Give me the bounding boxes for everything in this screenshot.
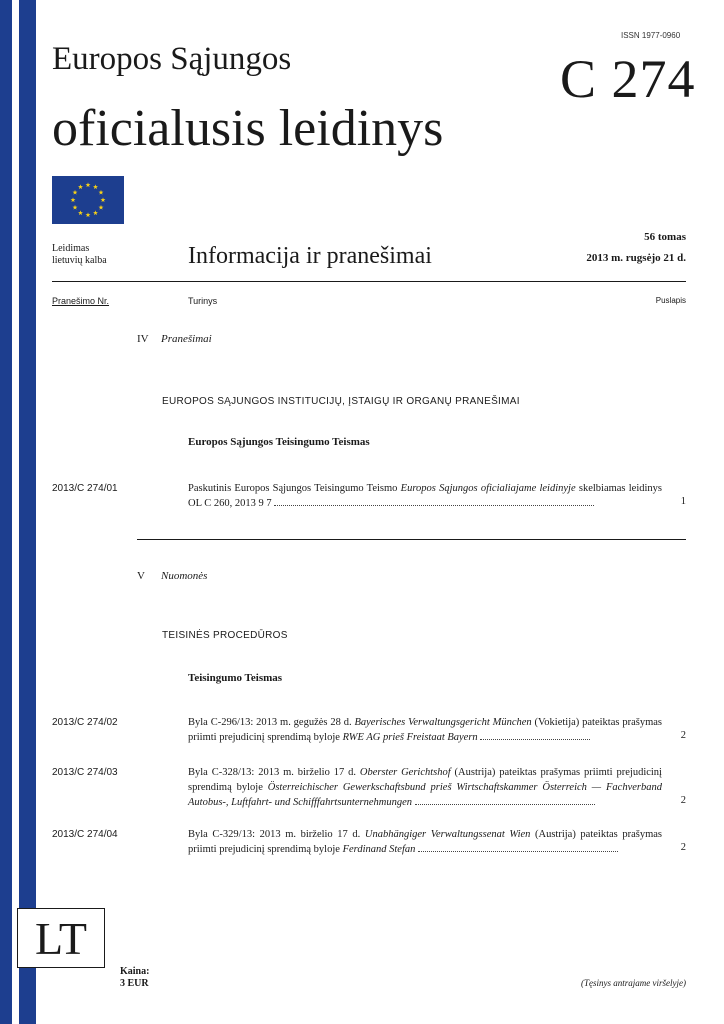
part-name: Nuomonės <box>161 570 208 582</box>
institutions-heading: EUROPOS SĄJUNGOS INSTITUCIJŲ, ĮSTAIGŲ IR ORGANŲ PRANEŠIMAI <box>162 396 520 407</box>
entry-text-italic: Unabhängiger Verwaltungssenat Wien <box>364 829 531 840</box>
edition-line1: Leidimas <box>52 243 90 254</box>
entry-text-part: Byla C-296/13: 2013 m. gegužės 28 d. <box>188 717 355 728</box>
header-divider <box>52 281 686 282</box>
procedures-heading: TEISINĖS PROCEDŪROS <box>162 630 288 641</box>
entry-description <box>188 481 662 511</box>
entry-text-part: Byla C-328/13: 2013 m. birželio 17 d. <box>188 767 360 778</box>
entry-text-part: skelbiamas leidinys OL C 260, 2013 9 7 <box>188 483 662 509</box>
court-heading: Europos Sąjungos Teisingumo Teismas <box>188 436 370 448</box>
left-blue-band-outer <box>0 0 12 1024</box>
court-heading: Teisingumo Teismas <box>188 672 283 684</box>
entry-text-italic: Bayerisches Verwaltungsgericht München <box>354 717 532 728</box>
journal-title-line1: Europos Sąjungos <box>52 41 292 77</box>
part-number: V <box>137 570 145 582</box>
language-code-box: LT <box>17 908 105 968</box>
part-name: Pranešimai <box>161 333 212 345</box>
continued-note: (Tęsinys antrajame viršelyje) <box>581 978 686 988</box>
entry-number: 2013/C 274/02 <box>52 717 118 728</box>
part-iv-heading <box>137 333 212 345</box>
entry-text-italic: RWE AG prieš Freistaat Bayern <box>342 732 478 743</box>
price-label: Kaina: <box>120 966 150 977</box>
part-number: IV <box>137 333 149 345</box>
entry-description <box>188 827 662 857</box>
entry-number: 2013/C 274/03 <box>52 767 118 778</box>
column-notice-number: Pranešimo Nr. <box>52 296 110 306</box>
entry-page-number: 2 <box>680 842 686 853</box>
entry-text-italic: Österreichischer Gewerkschaftsbund prieš Wirtschaftskammer Österreich — Fachverband Autobus-, Luftfahrt- und Schifffahrtsunternehmungen <box>188 782 662 808</box>
left-blue-band-inner <box>19 0 36 1024</box>
entry-page-number: 1 <box>680 496 686 507</box>
volume: 56 tomas <box>644 231 686 243</box>
price-value: 3 EUR <box>120 978 149 989</box>
dot-leader <box>480 730 590 740</box>
section-title: Informacija ir pranešimai <box>188 243 432 269</box>
dot-leader <box>415 795 595 805</box>
issn: ISSN 1977-0960 <box>621 31 681 40</box>
entry-text-part: (Austrija) pateiktas prašymas priimti prejudicinį sprendimą byloje <box>188 829 663 855</box>
column-contents: Turinys <box>188 296 218 306</box>
series-number: C 274 <box>560 49 696 109</box>
entry-text-part: (Austrija) pateiktas prašymas priimti prejudicinį sprendimą byloje <box>188 767 662 793</box>
entry-text-italic: Ferdinand Stefan <box>342 844 416 855</box>
entry-text-part: Paskutinis Europos Sąjungos Teisingumo Teismo <box>188 483 401 494</box>
entry-text-part: (Vokietija) pateiktas prašymas priimti prejudicinį sprendimą byloje <box>188 717 662 743</box>
column-page: Puslapis <box>655 296 686 305</box>
dot-leader <box>274 496 594 506</box>
entry-description <box>188 715 662 745</box>
entry-text-part: Byla C-329/13: 2013 m. birželio 17 d. <box>188 829 365 840</box>
entry-text-italic: Europos Sąjungos oficialiajame leidinyje <box>400 483 576 494</box>
entry-page-number: 2 <box>680 730 686 741</box>
eu-flag-icon <box>52 176 124 224</box>
entry-page-number: 2 <box>680 795 686 806</box>
price <box>120 966 149 990</box>
issue-date: 2013 m. rugsėjo 21 d. <box>586 252 686 264</box>
part-v-heading <box>137 570 207 582</box>
journal-title-line2: oficialusis leidinys <box>52 100 444 157</box>
edition-language <box>52 243 107 267</box>
entry-number: 2013/C 274/01 <box>52 483 118 494</box>
entry-text-italic: Oberster Gerichtshof <box>359 767 451 778</box>
edition-line2: lietuvių kalba <box>52 255 107 266</box>
dot-leader <box>418 842 618 852</box>
entry-description <box>188 765 662 810</box>
entry-number: 2013/C 274/04 <box>52 829 118 840</box>
part-divider <box>137 539 686 540</box>
